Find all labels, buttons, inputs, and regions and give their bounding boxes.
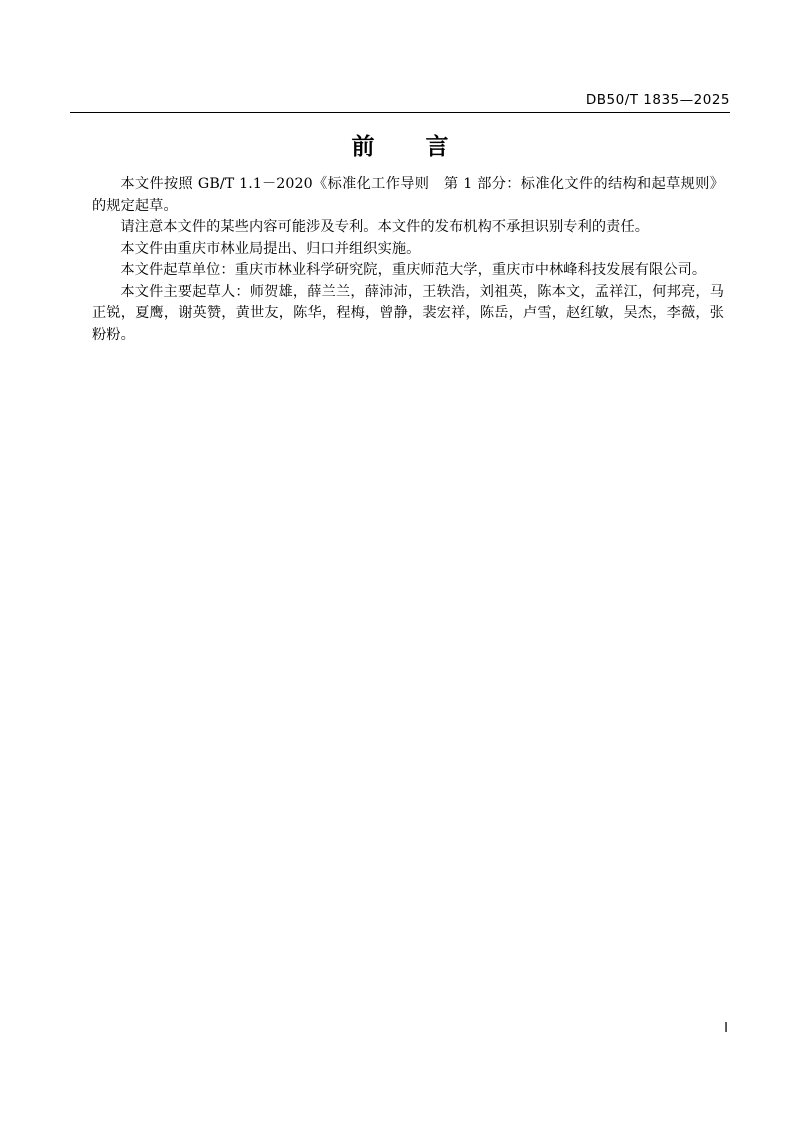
paragraph: 请注意本文件的某些内容可能涉及专利。本文件的发布机构不承担识别专利的责任。	[120, 219, 650, 235]
paragraph: 本文件起草单位：重庆市林业科学研究院，重庆师范大学，重庆市中林峰科技发展有限公司。	[120, 262, 707, 278]
foreword-body	[92, 174, 724, 346]
page-title: 前 言	[351, 134, 463, 160]
paragraph: 本文件主要起草人：师贺雄，薛兰兰，薛沛沛，王轶浩，刘祖英，陈本文，孟祥江，何邦亮，马正锐，夏鹰，谢英赞，黄世友，陈华，程梅，曾静，裴宏祥，陈岳，卢雪，赵红敏，吴杰，李薇，张粉粉。	[92, 283, 724, 343]
paragraph: 本文件按照 GB/T 1.1－2020《标准化工作导则 第 1 部分：标准化文件的结构和起草规则》的规定起草。	[92, 176, 724, 214]
header-divider	[70, 112, 730, 113]
standard-code: DB50/T 1835—2025	[585, 92, 730, 108]
paragraph: 本文件由重庆市林业局提出、归口并组织实施。	[120, 240, 421, 257]
page-header	[70, 92, 730, 114]
page-number: I	[724, 1021, 728, 1036]
